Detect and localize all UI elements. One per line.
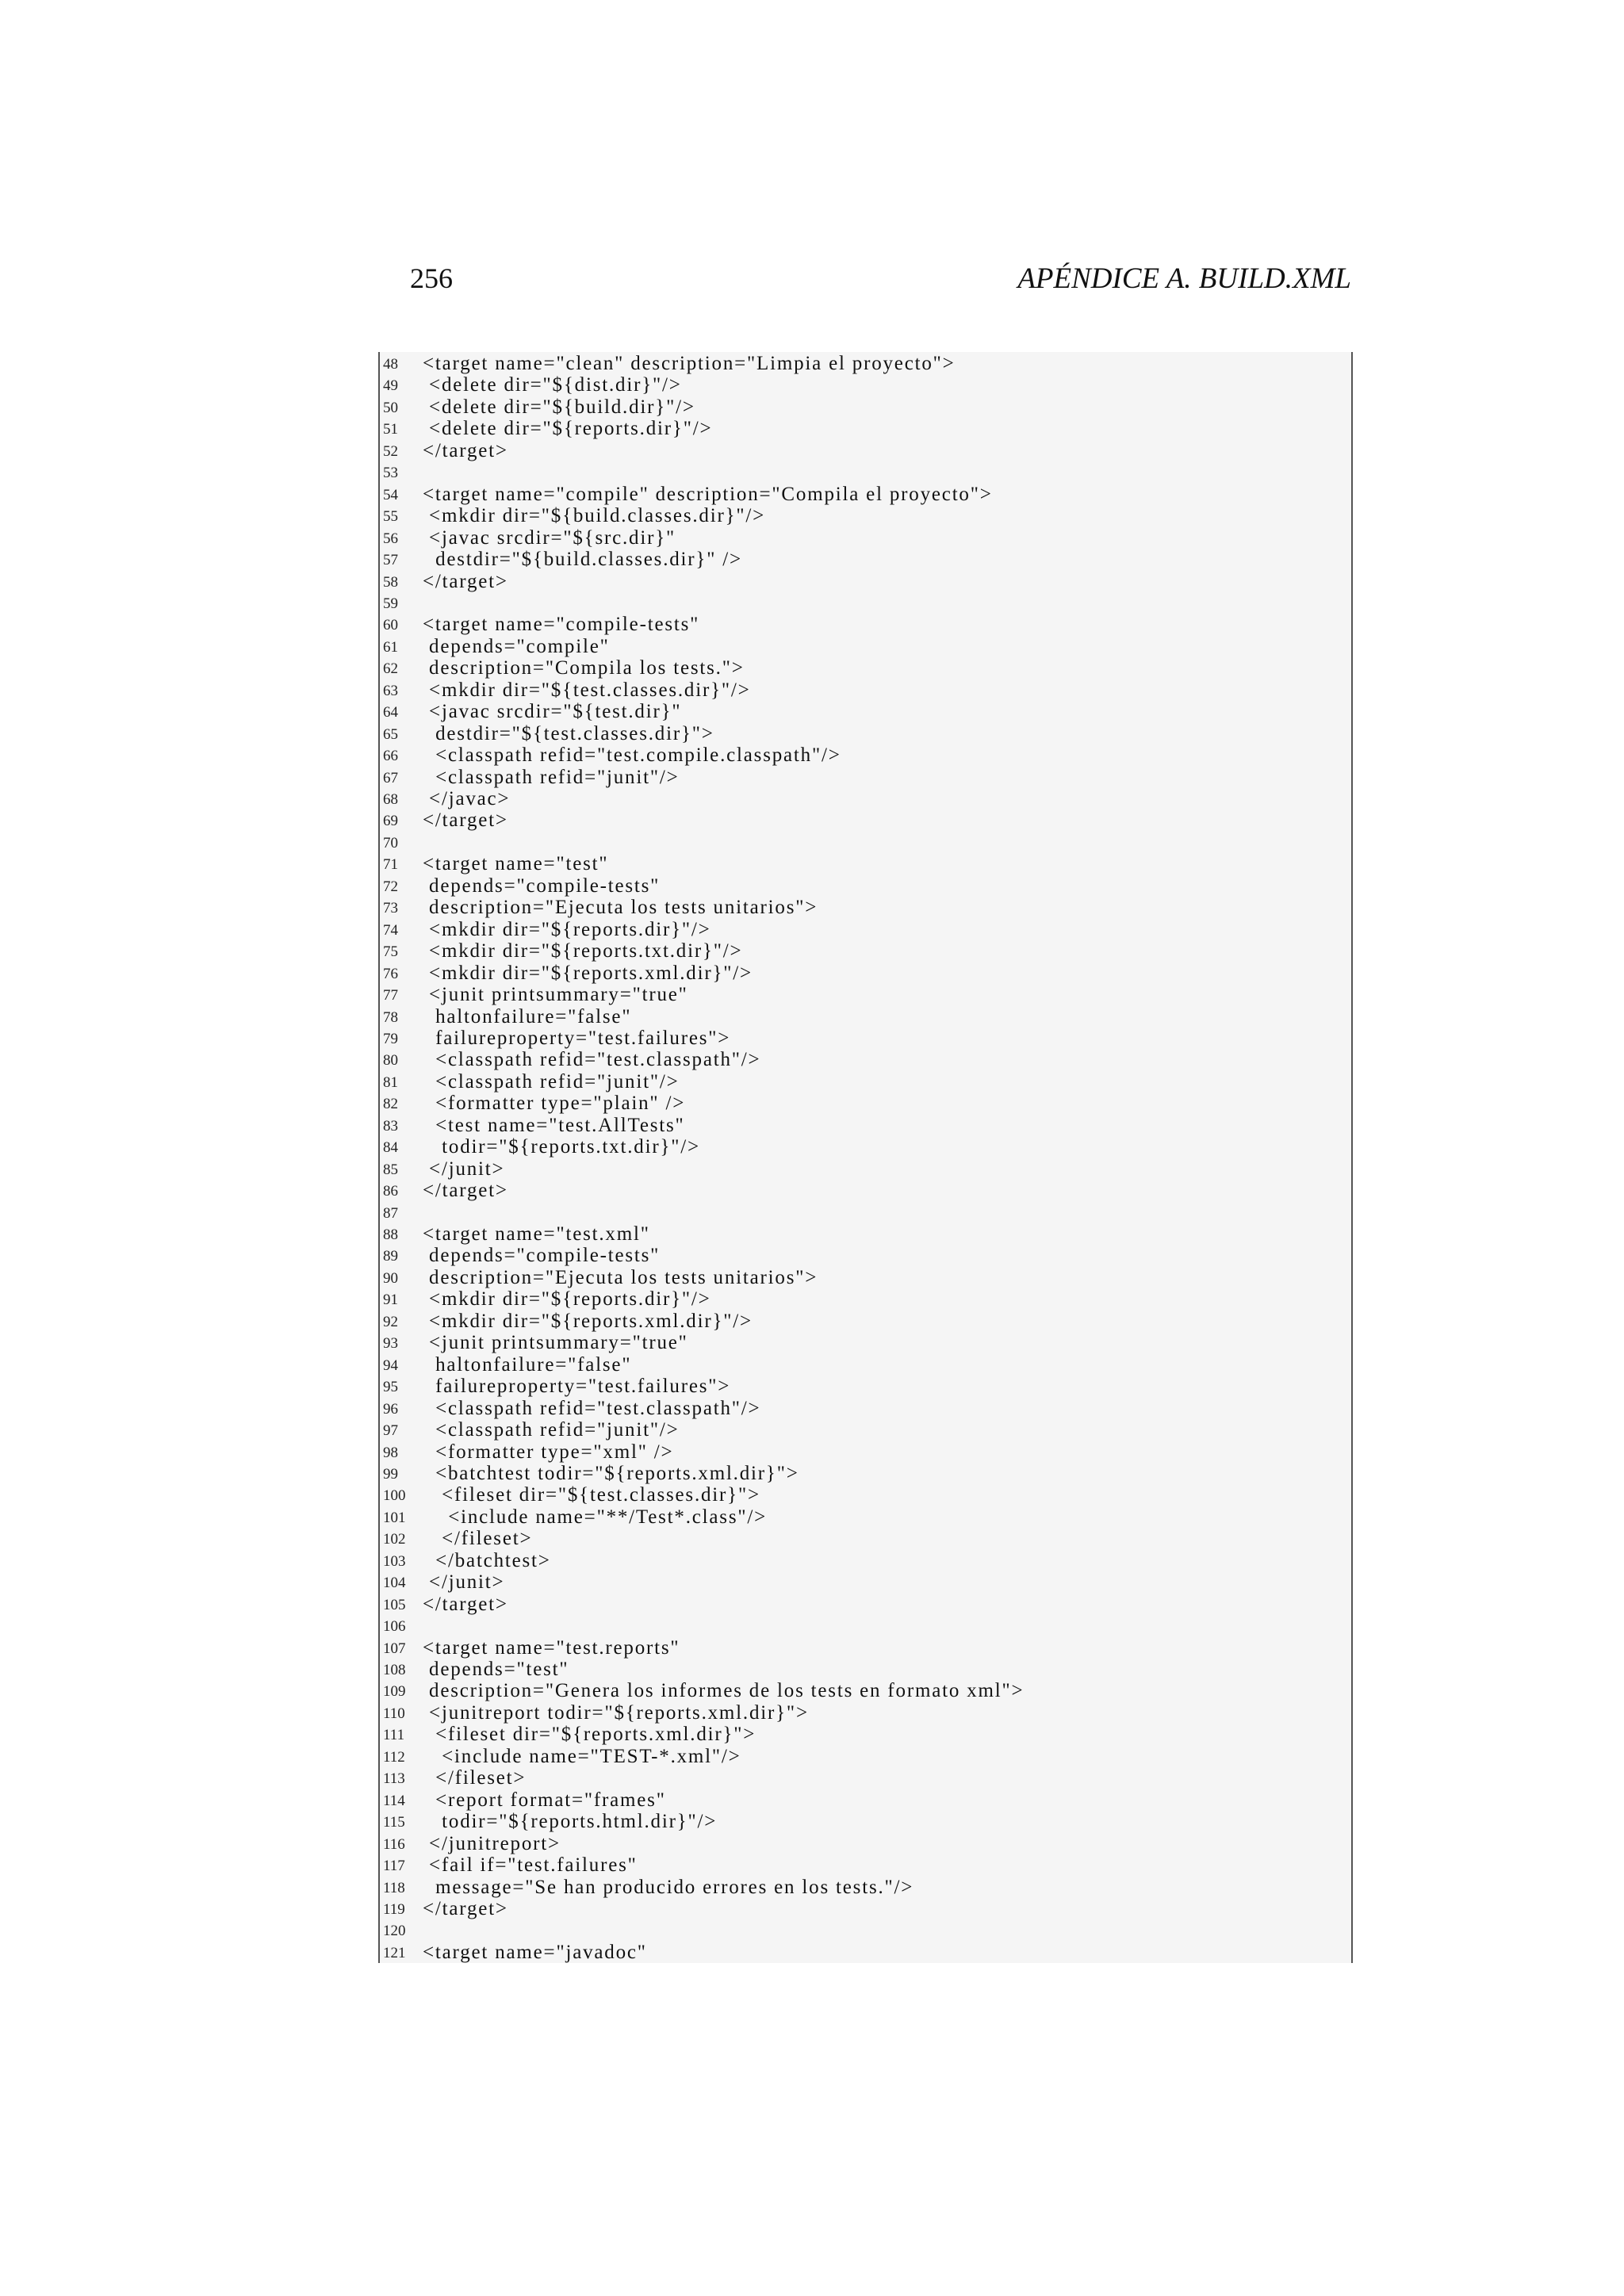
code-line — [380, 1812, 1351, 1834]
code-line — [380, 419, 1351, 441]
line-code: haltonfailure="false" — [423, 1005, 632, 1027]
line-number: 82 — [383, 1096, 398, 1113]
line-code: </javac> — [423, 788, 511, 809]
code-line — [380, 1747, 1351, 1769]
code-line — [380, 898, 1351, 920]
code-line — [380, 1443, 1351, 1464]
line-code: <target name="compile" description="Compila el proyecto"> — [423, 483, 993, 505]
code-line — [380, 507, 1351, 528]
line-code: <classpath refid="junit"/> — [423, 766, 680, 788]
line-code: <report format="frames" — [423, 1789, 666, 1811]
code-line — [380, 1660, 1351, 1682]
line-code: <fileset dir="${test.classes.dir}"> — [423, 1484, 760, 1506]
line-number: 63 — [383, 682, 398, 699]
line-number: 88 — [383, 1226, 398, 1243]
code-line — [380, 1070, 1351, 1094]
line-number: 94 — [383, 1357, 398, 1374]
code-line — [380, 1769, 1351, 1790]
line-code: <mkdir dir="${reports.xml.dir}"/> — [423, 962, 753, 984]
line-number: 54 — [383, 486, 398, 503]
line-code: destdir="${test.classes.dir}"> — [423, 722, 714, 744]
code-line — [380, 1116, 1351, 1138]
code-line — [380, 1856, 1351, 1877]
line-number: 66 — [383, 748, 398, 765]
line-number: 75 — [383, 943, 398, 961]
code-line — [380, 855, 1351, 876]
code-line — [380, 354, 1351, 376]
line-number: 109 — [383, 1683, 406, 1701]
line-number: 79 — [383, 1030, 398, 1047]
line-number: 48 — [383, 356, 398, 373]
line-number: 98 — [383, 1444, 398, 1461]
line-code: <javac srcdir="${test.dir}" — [423, 701, 682, 723]
line-number: 86 — [383, 1183, 398, 1200]
line-code: <target name="test.xml" — [423, 1223, 650, 1245]
line-code: </junit> — [423, 1571, 505, 1594]
line-code: <delete dir="${dist.dir}"/> — [423, 374, 682, 396]
line-code: <classpath refid="test.classpath"/> — [423, 1397, 761, 1419]
code-line — [380, 1138, 1351, 1159]
line-code: <mkdir dir="${reports.txt.dir}"/> — [423, 940, 743, 962]
code-line — [380, 1549, 1351, 1573]
code-line — [380, 1508, 1351, 1529]
code-line — [380, 1486, 1351, 1507]
line-code: </target> — [423, 439, 508, 461]
line-number: 80 — [383, 1052, 398, 1070]
line-number: 111 — [383, 1727, 405, 1744]
line-number: 77 — [383, 987, 398, 1004]
line-number: 76 — [383, 965, 398, 982]
code-line — [380, 1050, 1351, 1072]
code-line — [380, 1290, 1351, 1311]
code-line — [380, 1312, 1351, 1334]
code-line — [380, 1203, 1351, 1225]
line-code: description="Compila los tests."> — [423, 657, 745, 679]
line-code: </batchtest> — [423, 1549, 551, 1571]
line-number: 55 — [383, 508, 398, 526]
line-code: <test name="test.AllTests" — [423, 1114, 685, 1136]
line-number: 99 — [383, 1465, 398, 1483]
code-line — [380, 1943, 1351, 1965]
line-number: 95 — [383, 1379, 398, 1396]
code-line — [380, 702, 1351, 724]
code-line — [380, 550, 1351, 572]
line-number: 53 — [383, 465, 398, 482]
line-code: <target name="test.reports" — [423, 1636, 680, 1659]
code-line — [380, 1160, 1351, 1181]
code-line — [380, 1701, 1351, 1725]
line-code: </target> — [423, 570, 508, 592]
line-code: <junitreport todir="${reports.xml.dir}"> — [423, 1701, 809, 1724]
line-code: <batchtest todir="${reports.xml.dir}"> — [423, 1462, 799, 1484]
code-line — [380, 1181, 1351, 1203]
line-number: 52 — [383, 442, 398, 460]
code-line — [380, 1399, 1351, 1421]
line-number: 57 — [383, 552, 398, 569]
code-line — [380, 637, 1351, 659]
line-code: <mkdir dir="${build.classes.dir}"/> — [423, 505, 766, 527]
line-number: 114 — [383, 1792, 405, 1809]
line-number: 118 — [383, 1879, 405, 1896]
code-line — [380, 1725, 1351, 1747]
line-code: failureproperty="test.failures"> — [423, 1376, 731, 1398]
line-number: 84 — [383, 1139, 398, 1157]
chapter-title: APÉNDICE A. BUILD.XML — [1017, 262, 1351, 295]
line-number: 97 — [383, 1422, 398, 1440]
line-number: 69 — [383, 813, 398, 830]
line-code: <target name="compile-tests" — [423, 614, 700, 636]
running-header — [410, 262, 1351, 304]
line-number: 93 — [383, 1335, 398, 1353]
code-line — [380, 1921, 1351, 1942]
line-number: 108 — [383, 1662, 406, 1678]
line-number: 85 — [383, 1161, 398, 1178]
line-code: <junit printsummary="true" — [423, 984, 688, 1006]
line-number: 68 — [383, 791, 398, 808]
line-code: <formatter type="xml" /> — [423, 1441, 674, 1463]
line-number: 67 — [383, 769, 398, 786]
line-number: 59 — [383, 595, 398, 612]
line-number: 103 — [383, 1552, 406, 1570]
code-line — [380, 964, 1351, 985]
line-number: 70 — [383, 834, 398, 851]
line-number: 92 — [383, 1313, 398, 1330]
line-code: </target> — [423, 1897, 508, 1919]
line-code: <classpath refid="test.classpath"/> — [423, 1049, 761, 1071]
code-line — [380, 1353, 1351, 1377]
line-code: depends="compile-tests" — [423, 1245, 661, 1267]
line-code: <javac srcdir="${src.dir}" — [423, 526, 676, 549]
line-number: 106 — [383, 1618, 406, 1636]
code-line — [380, 1005, 1351, 1029]
line-code: <target name="test" — [423, 853, 609, 875]
line-number: 120 — [383, 1923, 406, 1940]
code-line — [380, 1029, 1351, 1050]
code-line — [380, 1246, 1351, 1268]
line-number: 83 — [383, 1117, 398, 1135]
line-number: 60 — [383, 617, 398, 634]
code-line — [380, 594, 1351, 615]
line-number: 58 — [383, 573, 398, 591]
code-line — [380, 833, 1351, 855]
line-number: 87 — [383, 1204, 398, 1222]
code-line — [380, 920, 1351, 942]
line-code: </fileset> — [423, 1528, 533, 1550]
line-number: 107 — [383, 1640, 406, 1657]
code-line — [380, 376, 1351, 397]
line-code: <target name="clean" description="Limpia el proyecto"> — [423, 353, 956, 374]
code-line — [380, 790, 1351, 811]
line-code: <mkdir dir="${test.classes.dir}"/> — [423, 679, 751, 701]
code-line — [380, 572, 1351, 594]
line-code: <mkdir dir="${reports.dir}"/> — [423, 918, 711, 940]
code-line — [380, 1682, 1351, 1703]
line-number: 50 — [383, 399, 398, 416]
line-number: 71 — [383, 856, 398, 874]
line-number: 65 — [383, 725, 398, 743]
line-number: 64 — [383, 704, 398, 721]
code-line — [380, 1897, 1351, 1921]
line-number: 89 — [383, 1248, 398, 1265]
line-number: 112 — [383, 1748, 405, 1766]
code-line — [380, 1617, 1351, 1638]
line-code: <formatter type="plain" /> — [423, 1093, 686, 1115]
code-line — [380, 746, 1351, 767]
line-number: 49 — [383, 377, 398, 395]
code-line — [380, 615, 1351, 637]
code-line — [380, 768, 1351, 790]
line-code: destdir="${build.classes.dir}" /> — [423, 549, 742, 571]
line-number: 100 — [383, 1487, 406, 1505]
line-number: 62 — [383, 660, 398, 678]
line-number: 119 — [383, 1900, 405, 1918]
line-code: todir="${reports.txt.dir}"/> — [423, 1136, 700, 1158]
page-number: 256 — [410, 262, 453, 294]
code-line — [380, 1266, 1351, 1290]
line-number: 56 — [383, 530, 398, 547]
code-line — [380, 1377, 1351, 1399]
line-number: 78 — [383, 1008, 398, 1026]
code-line — [380, 398, 1351, 419]
line-code: message="Se han producido errores en los tests."/> — [423, 1876, 914, 1898]
code-listing — [378, 352, 1353, 1963]
line-code: <mkdir dir="${reports.dir}"/> — [423, 1288, 711, 1311]
code-line — [380, 1464, 1351, 1486]
line-code: todir="${reports.html.dir}"/> — [423, 1811, 718, 1833]
line-code: </junit> — [423, 1158, 505, 1180]
line-number: 51 — [383, 421, 398, 438]
code-line — [380, 1225, 1351, 1246]
line-code: depends="compile-tests" — [423, 874, 661, 897]
line-number: 73 — [383, 900, 398, 917]
line-number: 81 — [383, 1073, 398, 1091]
line-code: <junit printsummary="true" — [423, 1332, 688, 1354]
line-code: </junitreport> — [423, 1832, 561, 1854]
line-code: description="Ejecuta los tests unitarios"> — [423, 1266, 818, 1288]
code-line — [380, 1573, 1351, 1594]
line-code: depends="compile" — [423, 635, 610, 657]
line-code: </target> — [423, 1180, 508, 1202]
line-code: description="Genera los informes de los tests en formato xml"> — [423, 1680, 1025, 1702]
line-code: <include name="TEST-*.xml"/> — [423, 1745, 741, 1767]
line-code: depends="test" — [423, 1659, 569, 1680]
code-line — [380, 681, 1351, 702]
line-code: <target name="javadoc" — [423, 1941, 647, 1963]
code-line — [380, 722, 1351, 746]
code-line — [380, 874, 1351, 898]
line-number: 113 — [383, 1770, 405, 1788]
line-number: 101 — [383, 1509, 406, 1526]
code-line — [380, 485, 1351, 507]
line-number: 91 — [383, 1292, 398, 1309]
line-number: 121 — [383, 1944, 406, 1961]
line-code: </target> — [423, 809, 508, 832]
line-code: <include name="**/Test*.class"/> — [423, 1506, 768, 1528]
line-code: failureproperty="test.failures"> — [423, 1027, 731, 1049]
line-number: 115 — [383, 1814, 405, 1831]
line-number: 105 — [383, 1596, 406, 1613]
line-code: <classpath refid="junit"/> — [423, 1419, 680, 1441]
line-code: <fileset dir="${reports.xml.dir}"> — [423, 1724, 756, 1746]
code-line — [380, 1832, 1351, 1856]
line-code: </target> — [423, 1593, 508, 1615]
code-line — [380, 463, 1351, 484]
line-code: description="Ejecuta los tests unitarios"> — [423, 897, 818, 919]
code-line — [380, 985, 1351, 1007]
line-number: 90 — [383, 1269, 398, 1287]
code-line — [380, 1636, 1351, 1660]
line-number: 102 — [383, 1531, 406, 1548]
code-line — [380, 659, 1351, 680]
line-number: 110 — [383, 1705, 405, 1722]
line-code: <delete dir="${reports.dir}"/> — [423, 418, 713, 440]
line-code: haltonfailure="false" — [423, 1353, 632, 1376]
code-line — [380, 1878, 1351, 1900]
line-code: <classpath refid="junit"/> — [423, 1070, 680, 1093]
line-number: 117 — [383, 1858, 405, 1875]
line-code: <delete dir="${build.dir}"/> — [423, 396, 695, 418]
code-line — [380, 942, 1351, 963]
line-number: 96 — [383, 1400, 398, 1418]
line-number: 74 — [383, 921, 398, 939]
line-code: <classpath refid="test.compile.classpath"/> — [423, 744, 841, 767]
line-code: <fail if="test.failures" — [423, 1854, 638, 1877]
code-line — [380, 1595, 1351, 1617]
line-number: 61 — [383, 638, 398, 656]
code-line — [380, 1094, 1351, 1115]
code-line — [380, 811, 1351, 832]
line-number: 116 — [383, 1835, 405, 1853]
line-number: 104 — [383, 1575, 406, 1592]
code-line — [380, 1334, 1351, 1355]
code-line — [380, 1529, 1351, 1551]
code-line — [380, 1421, 1351, 1442]
line-code: <mkdir dir="${reports.xml.dir}"/> — [423, 1310, 753, 1332]
code-line — [380, 526, 1351, 550]
line-code: </fileset> — [423, 1767, 527, 1789]
code-line — [380, 1791, 1351, 1812]
code-line — [380, 439, 1351, 463]
line-number: 72 — [383, 878, 398, 895]
